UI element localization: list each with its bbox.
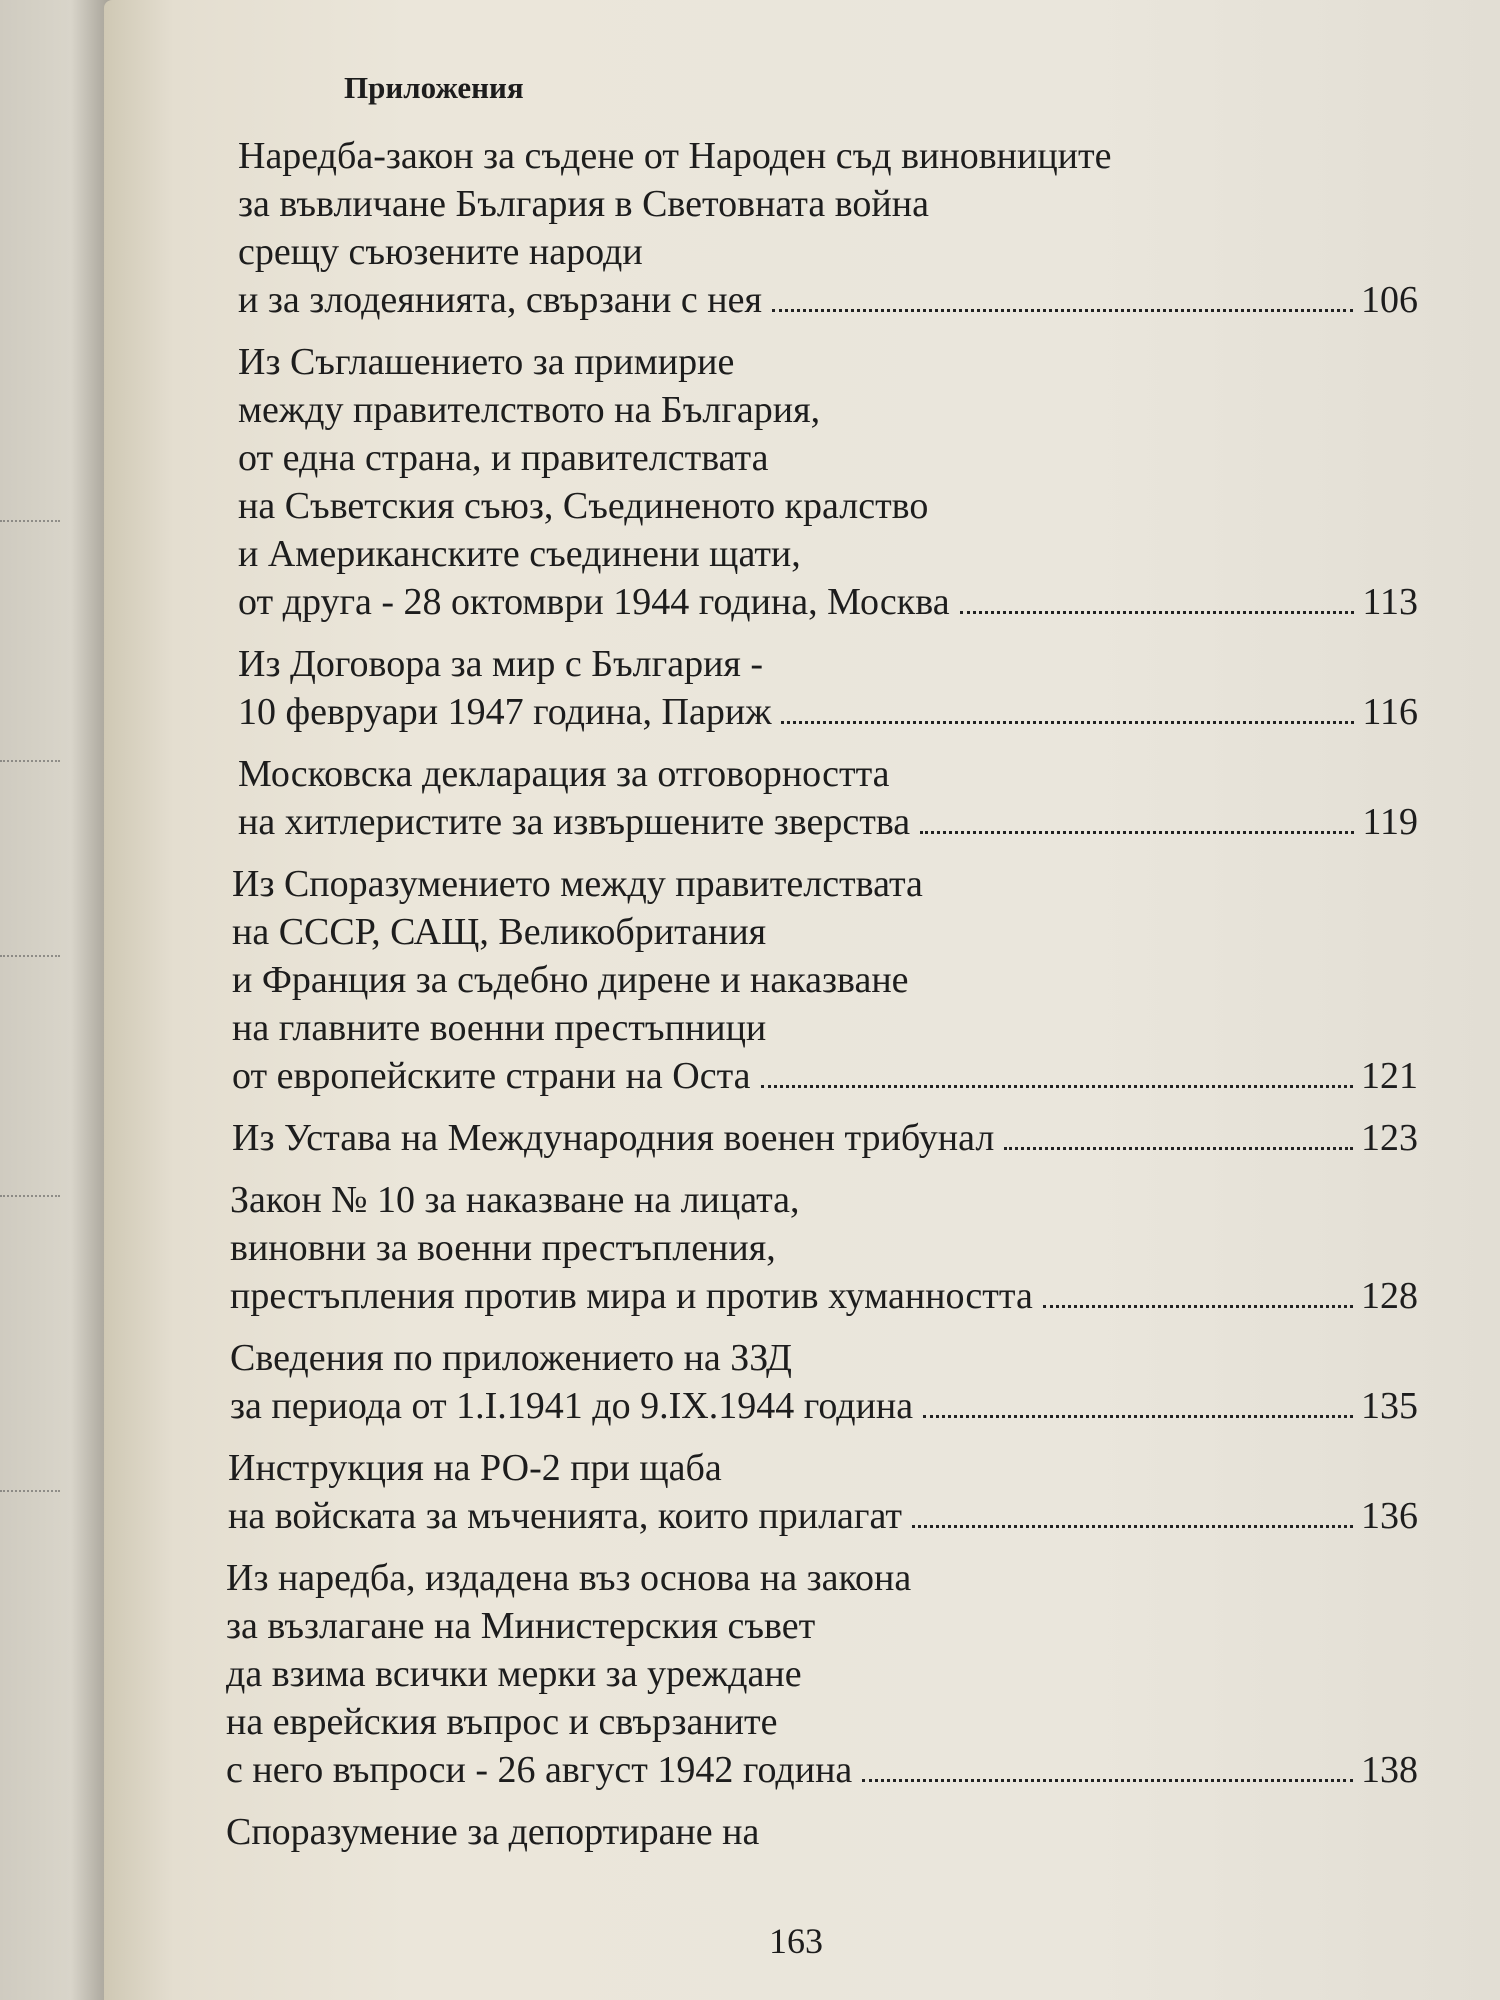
toc-entry (230, 1334, 1418, 1430)
toc-entry-page: 119 (1362, 801, 1418, 843)
toc-entry-line: за възлагане на Министерския съвет (226, 1605, 816, 1647)
leader-dots (912, 1525, 1353, 1528)
toc-entry-line: Споразумение за депортиране на (226, 1811, 760, 1853)
toc-entry (230, 1176, 1418, 1320)
toc-entry-line: Из наредба, издадена въз основа на закона (226, 1557, 912, 1599)
toc-entry-line: на СССР, САЩ, Великобритания (232, 911, 767, 953)
leader-line (0, 520, 60, 522)
toc-entry-text: за периода от 1.I.1941 до 9.IX.1944 година (230, 1385, 914, 1427)
toc-entry-text: и за злодеянията, свързани с нея (238, 279, 762, 321)
toc-entry (226, 1554, 1418, 1794)
toc-entry-line: за въвличане България в Световната война (238, 183, 929, 225)
toc-entry-line (238, 688, 1418, 736)
toc-entry-text: престъпления против мира и против хуманността (230, 1275, 1033, 1317)
leader-dots (1043, 1305, 1353, 1308)
toc-entry-line (232, 1052, 1418, 1100)
toc-entry-text: на хитлеристите за извършените зверства (238, 801, 911, 843)
toc-entry (226, 1808, 1418, 1856)
toc-entry-line (238, 798, 1418, 846)
leader-dots (761, 1085, 1353, 1088)
toc-entry-page: 138 (1361, 1749, 1418, 1791)
toc-entry-line: и Американските съединени щати, (238, 533, 801, 575)
toc-entry-line (230, 1272, 1418, 1320)
toc-entry-line: Из Съглашението за примирие (238, 341, 735, 383)
leader-dots (920, 831, 1354, 834)
toc-entry-page: 128 (1361, 1275, 1418, 1317)
toc-entry (228, 1444, 1418, 1540)
toc-entry-line (226, 1746, 1418, 1794)
toc-entry-line: Наредба-закон за съдене от Народен съд виновниците (238, 135, 1112, 177)
toc-entry-line: между правителството на България, (238, 389, 821, 431)
leader-dots (1004, 1147, 1353, 1150)
toc-entry-line: на главните военни престъпници (232, 1007, 767, 1049)
toc-entry (238, 750, 1418, 846)
leader-line (0, 760, 60, 762)
toc-entry-line: срещу съюзените народи (238, 231, 643, 273)
toc-entry (232, 1114, 1418, 1162)
toc-entry-line (228, 1492, 1418, 1540)
book-page (104, 0, 1500, 2000)
toc-entry (238, 640, 1418, 736)
leader-line (0, 955, 60, 957)
toc-entry-line: да взима всички мерки за уреждане (226, 1653, 802, 1695)
leader-dots (781, 721, 1354, 724)
toc-entry-line: на еврейския въпрос и свързаните (226, 1701, 778, 1743)
toc-entry-line: Сведения по приложението на ЗЗД (230, 1337, 792, 1379)
table-of-contents (226, 70, 1418, 1870)
toc-entry-text: от европейските страни на Оста (232, 1055, 751, 1097)
leader-line (0, 1195, 60, 1197)
toc-entry-text: с него въпроси - 26 август 1942 година (226, 1749, 853, 1791)
toc-entry-line: Московска декларация за отговорността (238, 753, 890, 795)
toc-entry-line: Закон № 10 за наказване на лицата, (230, 1179, 800, 1221)
leader-dots (862, 1779, 1353, 1782)
toc-entry (238, 338, 1418, 626)
toc-entry-text: 10 февруари 1947 година, Париж (238, 691, 772, 733)
leader-dots (772, 309, 1353, 312)
toc-entries (226, 132, 1418, 1856)
toc-entry-line: Из Договора за мир с България - (238, 643, 764, 685)
toc-entry-page: 121 (1361, 1055, 1418, 1097)
page-number: 163 (769, 1921, 823, 1961)
section-title: Приложения (344, 70, 524, 105)
leader-dots (960, 611, 1355, 614)
toc-entry-line (238, 578, 1418, 626)
toc-entry-line: на Съветския съюз, Съединеното кралство (238, 485, 929, 527)
toc-entry-text: на войската за мъченията, които прилагат (228, 1495, 902, 1537)
toc-entry-line: виновни за военни престъпления, (230, 1227, 776, 1269)
leader-dots (923, 1415, 1353, 1418)
toc-entry-page: 135 (1361, 1385, 1418, 1427)
toc-entry-line: Из Споразумението между правителствата (232, 863, 923, 905)
toc-entry (238, 132, 1418, 324)
toc-entry-page: 116 (1362, 691, 1418, 733)
toc-entry-page: 123 (1361, 1117, 1418, 1159)
leader-line (0, 1490, 60, 1492)
toc-entry (232, 860, 1418, 1100)
toc-entry-line (238, 276, 1418, 324)
previous-page-edge (0, 0, 118, 2000)
toc-entry-text: от друга - 28 октомври 1944 година, Москва (238, 581, 950, 623)
toc-entry-page: 136 (1361, 1495, 1418, 1537)
toc-entry-line (232, 1114, 1418, 1162)
toc-entry-page: 113 (1362, 581, 1418, 623)
toc-entry-text: Из Устава на Международния военен трибунал (232, 1117, 995, 1159)
toc-entry-line (230, 1382, 1418, 1430)
toc-entry-line: и Франция за съдебно дирене и наказване (232, 959, 909, 1001)
toc-entry-page: 106 (1361, 279, 1418, 321)
toc-entry-line: от една страна, и правителствата (238, 437, 769, 479)
toc-entry-line: Инструкция на РО-2 при щаба (228, 1447, 722, 1489)
